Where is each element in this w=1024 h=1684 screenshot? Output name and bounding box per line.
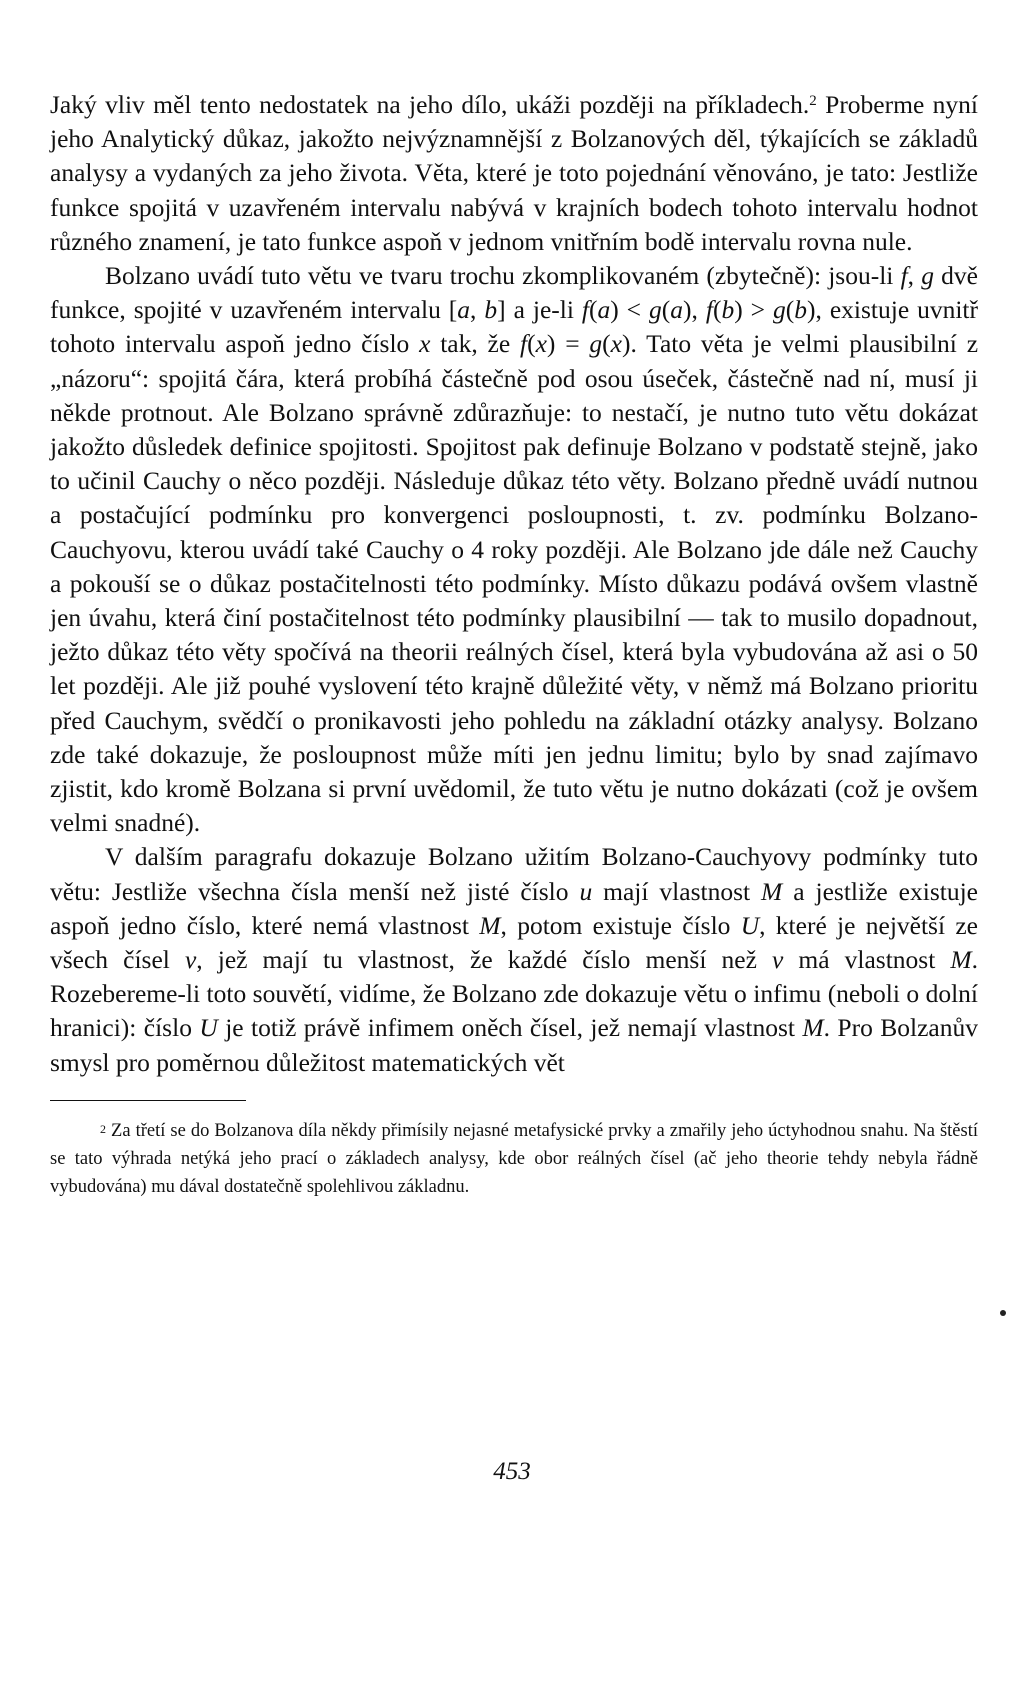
text-run: , jež mají tu vlastnost, že každé číslo menší než	[196, 945, 772, 975]
math-variable: g	[589, 329, 603, 359]
math-variable: v	[771, 945, 784, 975]
paragraph	[50, 840, 978, 1079]
math-variable: b	[721, 295, 735, 325]
math-variable: b	[794, 295, 807, 325]
text-run: ),	[683, 295, 706, 325]
text-run: , potom existuje číslo	[500, 910, 741, 940]
math-variable: a	[597, 295, 611, 325]
text-run: ). Tato věta je velmi plausibilní z „názoru“: spojitá čára, která probíhá částečně pod osou úseček, částečně nad ní, musí ji někde protnout. Ale Bolzano správně zdůrazňuje: to nestačí, je nutno tuto větu dokázat jakožto důsledek definice spojitosti. Spojitost pak definuje Bolzano v podstatě stejně, jako to učinil Cauchy o něco později. Následuje důkaz této věty. Bolzano předně uvádí nutnou a postačující podmínku pro konvergenci posloupnosti, t. zv. podmínku Bolzano-Cauchyovu, kterou uvádí také Cauchy o 4 roky později. Ale Bolzano jde dále než Cauchy a pokouší se o důkaz postačitelnosti této podmínky. Místo důkazu podává ovšem vlastně jen úvahu, která činí postačitelnost této podmínky plausibilní — tak to musilo dopadnout, ježto důkaz této věty spočívá na theorii reálných čísel, která byla vybudována až asi o 50 let později. Ale již pouhé vyslovení této krajně důležité věty, v němž má Bolzano prioritu před Cauchym, svědčí o pronikavosti jeho pohledu na základní otázky analysy. Bolzano zde také dokazuje, že posloupnost může míti jen jednu limitu; bylo by snad zajímavo zjistit, kdo kromě Bolzana si první uvědomil, že tuto větu je nutno dokázati (což je ovšem velmi snadné).	[50, 329, 979, 838]
text-run: Bolzano uvádí tuto větu ve tvaru trochu zkomplikovaném (zbytečně): jsou-li	[105, 261, 901, 291]
math-variable: M	[479, 910, 501, 940]
math-variable: a	[670, 295, 684, 325]
text-run: Proberme nyní jeho Analytický důkaz, jakožto nejvýznamnější z Bolzanových děl, týkajících se základů analysy a vydaných za jeho života. Věta, které je toto pojednání věnováno, je tato: Jestliže funkce spojitá v uzavřeném intervalu nabývá v krajních bodech tohoto intervalu hodnot různého znamení, je tato funkce aspoň v jednom vnitřním bodě intervalu rovna nule.	[50, 90, 978, 256]
math-variable: x	[419, 329, 431, 359]
text-run: ) >	[734, 295, 773, 325]
page-number: 453	[493, 1458, 531, 1485]
footnote-marker: 2	[100, 1121, 106, 1136]
text-run: ) =	[546, 329, 590, 359]
math-variable: g	[921, 261, 934, 291]
body-text	[50, 88, 978, 1080]
text-run: . Pro Bolzanův smysl pro poměrnou důležitost matematických vět	[50, 1013, 978, 1077]
math-variable: M	[802, 1013, 824, 1043]
text-run: (	[588, 295, 598, 325]
paragraph	[50, 88, 978, 259]
math-variable: x	[610, 329, 622, 359]
math-variable: u	[579, 876, 593, 906]
text-run: (	[712, 295, 722, 325]
margin-dot	[1000, 1310, 1006, 1316]
footnote-rule	[50, 1100, 246, 1101]
math-variable: f	[519, 329, 528, 359]
text-run: tak, že	[430, 329, 520, 359]
math-variable: U	[740, 910, 760, 940]
footnote-ref: 2	[809, 93, 817, 109]
text-run: (	[661, 295, 671, 325]
math-variable: f	[900, 261, 908, 291]
footnote	[50, 1117, 978, 1201]
math-variable: a	[457, 295, 471, 325]
math-variable: g	[649, 295, 662, 325]
text-run: ,	[470, 295, 485, 325]
text-run: . Rozebereme-li toto souvětí, vidíme, že Bolzano zde dokazuje větu o infimu (neboli o dolní hranici): číslo	[50, 945, 978, 1043]
text-run: má vlastnost	[783, 945, 951, 975]
math-variable: x	[535, 329, 547, 359]
text-run: V dalším paragrafu dokazuje Bolzano užitím Bolzano-Cauchyovy podmínky tuto větu: Jestliže všechna čísla menší než jisté číslo	[50, 842, 978, 906]
math-variable: U	[199, 1013, 218, 1043]
text-run: Jaký vliv měl tento nedostatek na jeho dílo, ukáži později na příkladech.	[50, 90, 810, 119]
text-run: (	[602, 329, 611, 359]
text-run: ), existuje uvnitř tohoto intervalu aspoň jedno číslo	[50, 295, 979, 359]
text-run: ,	[907, 261, 922, 291]
text-run: dvě funkce, spojité v uzavřeném intervalu [	[50, 261, 978, 325]
math-variable: M	[950, 945, 972, 975]
text-run: a jestliže existuje aspoň jedno číslo, které nemá vlastnost	[50, 876, 978, 940]
footnote-text: Za třetí se do Bolzanova díla někdy přimísily nejasné metafysické prvky a zmařily jeho úctyhodnou snahu. Na štěstí se tato výhrada netýká jeho prací o základech analysy, kde obor reálných čísel (ač jeho theorie tehdy nebyla řádně vybudována) mu dával dostatečně spolehlivou základnu.	[50, 1120, 978, 1197]
text-run: (	[785, 295, 795, 325]
text-run: ) <	[610, 295, 650, 325]
math-variable: b	[484, 295, 498, 325]
text-run: , které je největší ze všech čísel	[50, 910, 978, 975]
text-run: je totiž právě infimem oněch čísel, jež nemají vlastnost	[217, 1013, 803, 1043]
math-variable: g	[773, 295, 786, 325]
text-run: ] a je-li	[497, 295, 582, 325]
math-variable: v	[184, 945, 197, 975]
math-variable: f	[705, 295, 713, 325]
paragraph	[50, 259, 978, 840]
text-run: (	[527, 329, 536, 359]
text-run: mají vlastnost	[592, 876, 762, 906]
math-variable: f	[581, 295, 589, 325]
math-variable: M	[761, 876, 783, 906]
